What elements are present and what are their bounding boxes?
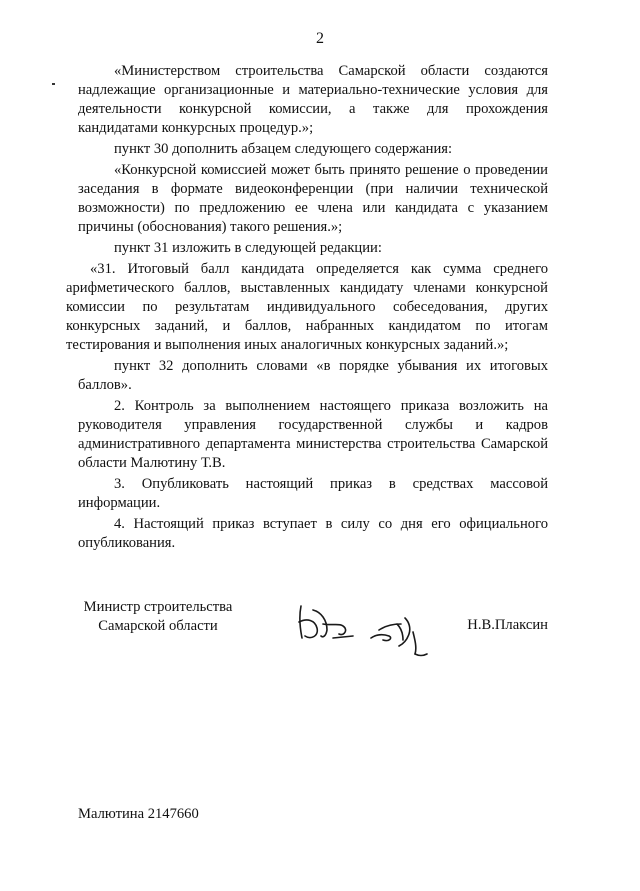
paragraph-item32: пункт 32 дополнить словами «в порядке убывания их итоговых баллов». (78, 358, 548, 393)
paragraph-conditions: «Министерством строительства Самарской области создаются надлежащие организационные и материально-технические условия для деятельности конкурсной комиссии, а также для прохождения кандидатами конкурсных процедур.»; (78, 63, 548, 136)
signatory-title (78, 598, 238, 636)
paragraph-effective: 4. Настоящий приказ вступает в силу со дня его официального опубликования. (78, 516, 548, 551)
signatory-title-line1: Министр строительства (83, 599, 233, 615)
signature-block (78, 598, 548, 678)
executor-info: Малютина 2147660 (78, 806, 199, 822)
paragraph-item30-intro: пункт 30 дополнить абзацем следующего содержания: (114, 141, 453, 157)
paragraph-control: 2. Контроль за выполнением настоящего приказа возложить на руководителя управления государственной службы и кадров административного департамента министерства строительства Самарской области Малютину Т.В. (78, 398, 548, 471)
paragraph-item31-text: «31. Итоговый балл кандидата определяется как сумма среднего арифметического баллов, выставленных кандидату членами конкурсной комиссии по результатам индивидуального собеседования, других конкурсных заданий, и баллов, набранных кандидатом по итогам тестирования и выполнения иных аналогичных конкурсных заданий.»; (66, 261, 548, 353)
handwritten-signature (293, 598, 443, 658)
signatory-name: Н.В.Плаксин (467, 617, 548, 633)
paragraph-item30-text: «Конкурсной комиссией может быть принято решение о проведении заседания в формате видеоконференции (при наличии технической возможности) по предложению ее члена или кандидата с указанием причины (обоснования) такого решения.»; (78, 162, 548, 235)
page-number: 2 (316, 30, 324, 47)
signatory-title-line2: Самарской области (98, 618, 218, 634)
document-body (66, 62, 548, 553)
paragraph-item31-intro: пункт 31 изложить в следующей редакции: (114, 240, 382, 256)
scan-artifact (52, 83, 55, 85)
paragraph-publish: 3. Опубликовать настоящий приказ в средствах массовой информации. (78, 476, 548, 511)
